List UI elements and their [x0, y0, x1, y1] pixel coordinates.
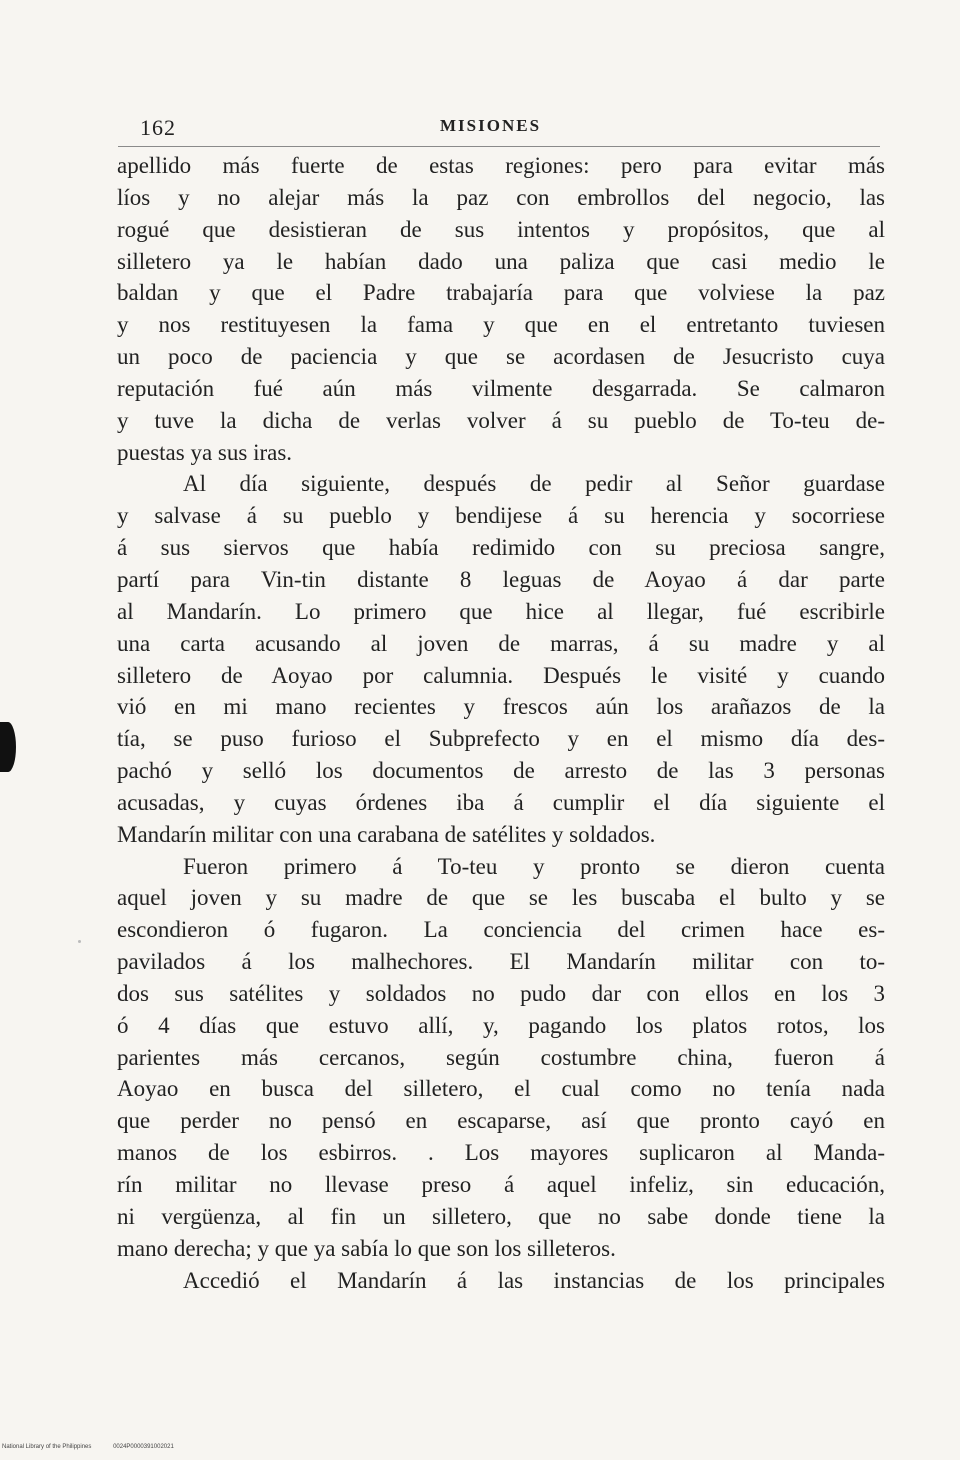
- text-line: y tuve la dicha de verlas volver á su pueblo de To-teu de-: [117, 407, 885, 433]
- text-line: un poco de paciencia y que se acordasen de Jesucristo cuya: [117, 344, 885, 370]
- text-line: pavilados á los malhechores. El Mandarín militar con to-: [117, 949, 885, 975]
- page-header: [140, 113, 882, 145]
- text-line: Aoyao en busca del silletero, el cual como no tenía nada: [117, 1076, 885, 1102]
- text-line: silletero de Aoyao por calumnia. Después le visité y cuando: [117, 662, 885, 688]
- text-line: al Mandarín. Lo primero que hice al llegar, fué escribirle: [117, 598, 885, 624]
- paragraph-first-line: Al día siguiente, después de pedir al Señor guardase: [183, 471, 885, 497]
- text-line: y salvase á su pueblo y bendijese á su herencia y socorriese: [117, 503, 885, 529]
- text-line: escondieron ó fugaron. La conciencia del crimen hace es-: [117, 917, 885, 943]
- page-edge-shadow: [0, 722, 16, 772]
- text-line: silletero ya le habían dado una paliza que casi medio le: [117, 248, 885, 274]
- page-number: 162: [140, 115, 176, 140]
- text-line: reputación fué aún más vilmente desgarrada. Se calmaron: [117, 375, 885, 401]
- paragraph-first-line: Accedió el Mandarín á las instancias de los principales: [183, 1267, 885, 1293]
- library-credit: National Library of the Philippines: [2, 1444, 92, 1450]
- text-line: manos de los esbirros. . Los mayores suplicaron al Manda-: [117, 1140, 885, 1166]
- text-line: una carta acusando al joven de marras, á su madre y al: [117, 630, 885, 656]
- text-line: rín militar no llevase preso á aquel infeliz, sin educación,: [117, 1172, 885, 1197]
- scan-footer: [2, 1444, 174, 1450]
- text-line: á sus siervos que había redimido con su preciosa sangre,: [117, 535, 885, 561]
- text-line: pachó y selló los documentos de arresto de las 3 personas: [117, 758, 885, 784]
- text-line: Mandarín militar con una carabana de satélites y soldados.: [117, 821, 656, 847]
- text-line: acusadas, y cuyas órdenes iba á cumplir el día siguiente el: [117, 789, 885, 815]
- paper-speck: [78, 940, 81, 943]
- running-title: MISIONES: [440, 116, 542, 135]
- text-line: ni vergüenza, al fin un silletero, que no sabe donde tiene la: [117, 1203, 885, 1229]
- text-line: líos y no alejar más la paz con embrollos del negocio, las: [117, 184, 885, 210]
- text-line: dos sus satélites y soldados no pudo dar con ellos en los 3: [117, 980, 885, 1006]
- text-line: partí para Vin-tin distante 8 leguas de Aoyao á dar parte: [117, 566, 885, 592]
- text-line: ó 4 días que estuvo allí, y, pagando los platos rotos, los: [117, 1012, 885, 1038]
- text-line: vió en mi mano recientes y frescos aún los arañazos de la: [117, 694, 885, 720]
- text-line: aquel joven y su madre de que se les buscaba el bulto y se: [117, 885, 885, 911]
- text-line: y nos restituyesen la fama y que en el entretanto tuviesen: [117, 312, 885, 338]
- text-line: rogué que desistieran de sus intentos y propósitos, que al: [117, 216, 885, 242]
- header-rule: [118, 146, 880, 147]
- text-line: puestas ya sus iras.: [117, 439, 293, 465]
- text-line: apellido más fuerte de estas regiones: pero para evitar más: [117, 153, 885, 178]
- paragraph-first-line: Fueron primero á To-teu y pronto se dieron cuenta: [183, 853, 885, 879]
- text-line: tía, se puso furioso el Subprefecto y en el mismo día des-: [117, 726, 885, 752]
- scan-code: 0024P0000391002021: [113, 1444, 174, 1450]
- body-text: [117, 150, 885, 1296]
- text-line: mano derecha; y que ya sabía lo que son los silleteros.: [117, 1235, 616, 1261]
- text-line: que perder no pensó en escaparse, así que pronto cayó en: [117, 1108, 885, 1134]
- text-line: parientes más cercanos, según costumbre china, fueron á: [117, 1044, 885, 1070]
- text-line: baldan y que el Padre trabajaría para que volviese la paz: [117, 280, 885, 306]
